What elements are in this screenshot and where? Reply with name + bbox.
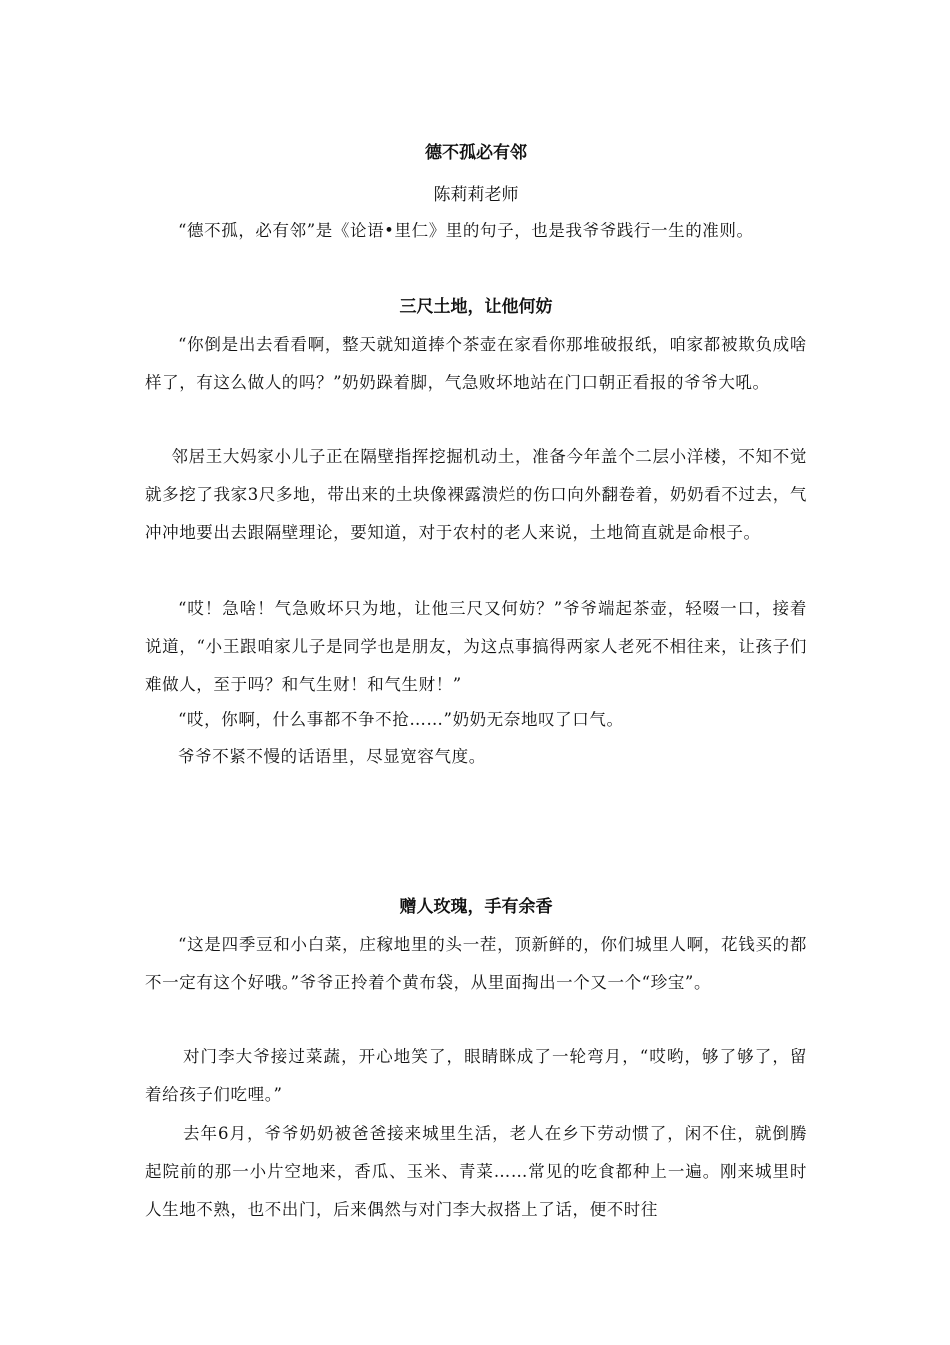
section2-paragraph-3: 去年6月，爷爷奶奶被爸爸接来城里生活，老人在乡下劳动惯了，闲不住，就倒腾起院前的那一小片空地来，香瓜、玉米、青菜……常见的吃食都种上一遍。刚来城里时人生地不熟，也不出门，后来偶然与对门李大叔搭上了话，便不时往 [145,1124,807,1219]
section1-heading: 三尺土地，让他何妨 [399,297,553,317]
section2-heading: 赠人玫瑰，手有余香 [399,897,553,917]
section2-paragraph-2: 对门李大爷接过菜蔬，开心地笑了，眼睛眯成了一轮弯月，“哎哟，够了够了，留着给孩子们吃哩。” [145,1047,807,1104]
section1-paragraph-1: “你倒是出去看看啊，整天就知道捧个茶壶在家看你那堆破报纸，咱家都被欺负成啥样了，有这么做人的吗？”奶奶跺着脚，气急败坏地站在门口朝正看报的爷爷大吼。 [145,335,807,392]
article-title: 德不孤必有邻 [425,143,527,163]
section1-paragraph-4: “哎，你啊，什么事都不争不抢……”奶奶无奈地叹了口气。 [178,710,624,729]
section1-paragraph-3: “哎！急啥！气急败坏只为地，让他三尺又何妨？”爷爷端起茶壶，轻啜一口，接着说道，“小王跟咱家儿子是同学也是朋友，为这点事搞得两家人老死不相往来，让孩子们难做人，至于吗？和气生财！和气生财！” [145,599,807,694]
section2-paragraph-1: “这是四季豆和小白菜，庄稼地里的头一茬，顶新鲜的，你们城里人啊，花钱买的都不一定有这个好哦。”爷爷正拎着个黄布袋，从里面掏出一个又一个“珍宝”。 [145,935,807,992]
article-author: 陈莉莉老师 [433,185,519,205]
intro-paragraph: “德不孤，必有邻”是《论语•里仁》里的句子，也是我爷爷践行一生的准则。 [178,221,754,240]
section1-paragraph-2: 邻居王大妈家小儿子正在隔壁指挥挖掘机动土，准备今年盖个二层小洋楼，不知不觉就多挖了我家3尺多地，带出来的土块像裸露溃烂的伤口向外翻卷着，奶奶看不过去，气冲冲地要出去跟隔壁理论，要知道，对于农村的老人来说，土地简直就是命根子。 [145,447,807,542]
section1-paragraph-5: 爷爷不紧不慢的话语里，尽显宽容气度。 [178,747,486,766]
